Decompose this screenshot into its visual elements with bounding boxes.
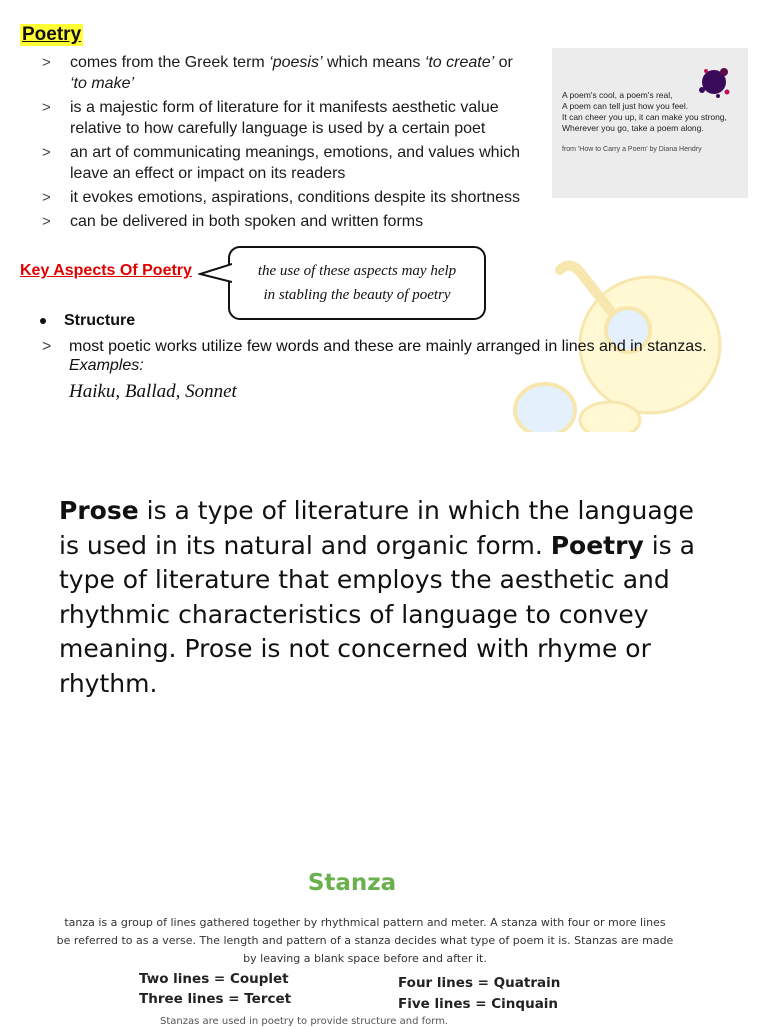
bullet-text: or: [494, 54, 513, 71]
structure-heading: [40, 312, 135, 330]
structure-text: most poetic works utilize few words and these are mainly arranged in lines and in stanzas.: [69, 338, 707, 355]
speech-bubble-tail-icon: [198, 260, 232, 286]
structure-heading-text: Structure: [64, 312, 136, 329]
chevron-right-icon: >: [42, 338, 52, 355]
bullet-text: it evokes emotions, aspirations, conditions despite its shortness: [70, 189, 521, 206]
quote-line: Wherever you go, take a poem along.: [562, 123, 704, 133]
examples-list: Haiku, Ballad, Sonnet: [69, 381, 237, 402]
stanza-type-cinquain: Five lines = Cinquain: [398, 996, 559, 1012]
stanza-type-quatrain: Four lines = Quatrain: [398, 975, 561, 991]
stanza-type-tercet: Three lines = Tercet: [139, 991, 292, 1007]
bullet-term: ‘to create’: [424, 54, 495, 71]
chevron-right-icon: >: [42, 144, 51, 161]
poetry-term: Poetry: [550, 530, 644, 560]
stanza-desc-line: tanza is a group of lines gathered together by rhythmical pattern and meter. A stanza with four or more lines: [64, 916, 666, 929]
chevron-right-icon: >: [42, 189, 51, 206]
quote-line: A poem's cool, a poem's real,: [562, 90, 673, 100]
prose-vs-poetry-paragraph: [59, 494, 719, 701]
bullet-item: [42, 97, 542, 139]
bullet-term: ‘to make’: [70, 75, 135, 92]
bullet-item: [42, 142, 542, 184]
chevron-right-icon: >: [42, 213, 51, 230]
stanza-type-couplet: Two lines = Couplet: [139, 971, 289, 987]
examples-label: Examples:: [69, 357, 144, 374]
quote-source: from 'How to Carry a Poem' by Diana Hendry: [562, 146, 702, 153]
stanza-title: Stanza: [307, 870, 397, 896]
quote-line: A poem can tell just how you feel.: [562, 101, 689, 111]
ink-splat-icon: [694, 62, 734, 102]
bullet-text: an art of communicating meanings, emotions, and values which leave an effect or impact on its readers: [70, 144, 521, 182]
bubble-line: in stabling the beauty of poetry: [263, 287, 451, 303]
bullet-text: is a majestic form of literature for it manifests aesthetic value relative to how carefully language is used by a certain poet: [70, 99, 499, 137]
stanza-desc-line: by leaving a blank space before and after it.: [243, 952, 487, 965]
prose-term: Prose: [59, 496, 139, 525]
chevron-right-icon: >: [42, 99, 51, 116]
bullet-text: comes from the Greek term: [70, 54, 270, 71]
speech-bubble: [228, 246, 486, 320]
bullet-item: [42, 211, 542, 232]
poetry-title: Poetry: [22, 24, 82, 45]
bubble-line: the use of these aspects may help: [257, 263, 457, 279]
key-aspects-title: Key Aspects Of Poetry: [20, 262, 192, 279]
quote-line: It can cheer you up, it can make you strong,: [562, 112, 727, 122]
bullet-term: ‘poesis’: [269, 54, 323, 71]
stanza-footnote: Stanzas are used in poetry to provide structure and form.: [160, 1016, 449, 1027]
structure-description: [42, 337, 742, 357]
bullet-item: [42, 187, 542, 208]
stanza-description: [0, 914, 730, 968]
chevron-right-icon: >: [42, 54, 51, 71]
paragraph-text: is a type of literature in which the language is used in its natural and organic form.: [59, 496, 694, 560]
bullet-dot-icon: [40, 318, 46, 324]
stanza-desc-line: be referred to as a verse. The length and pattern of a stanza decides what type of poem it is. Stanzas are made: [56, 934, 674, 947]
bullet-text: can be delivered in both spoken and written forms: [70, 213, 424, 230]
poem-quote-card: [552, 48, 748, 198]
bullet-item: [42, 52, 542, 94]
bullet-text: which means: [322, 54, 425, 71]
poetry-bullet-list: [42, 52, 542, 235]
paragraph-text: is a type of literature that employs the aesthetic and rhythmic characteristics of language to convey meaning. Prose is not concerned with rhyme or rhythm.: [59, 530, 695, 698]
